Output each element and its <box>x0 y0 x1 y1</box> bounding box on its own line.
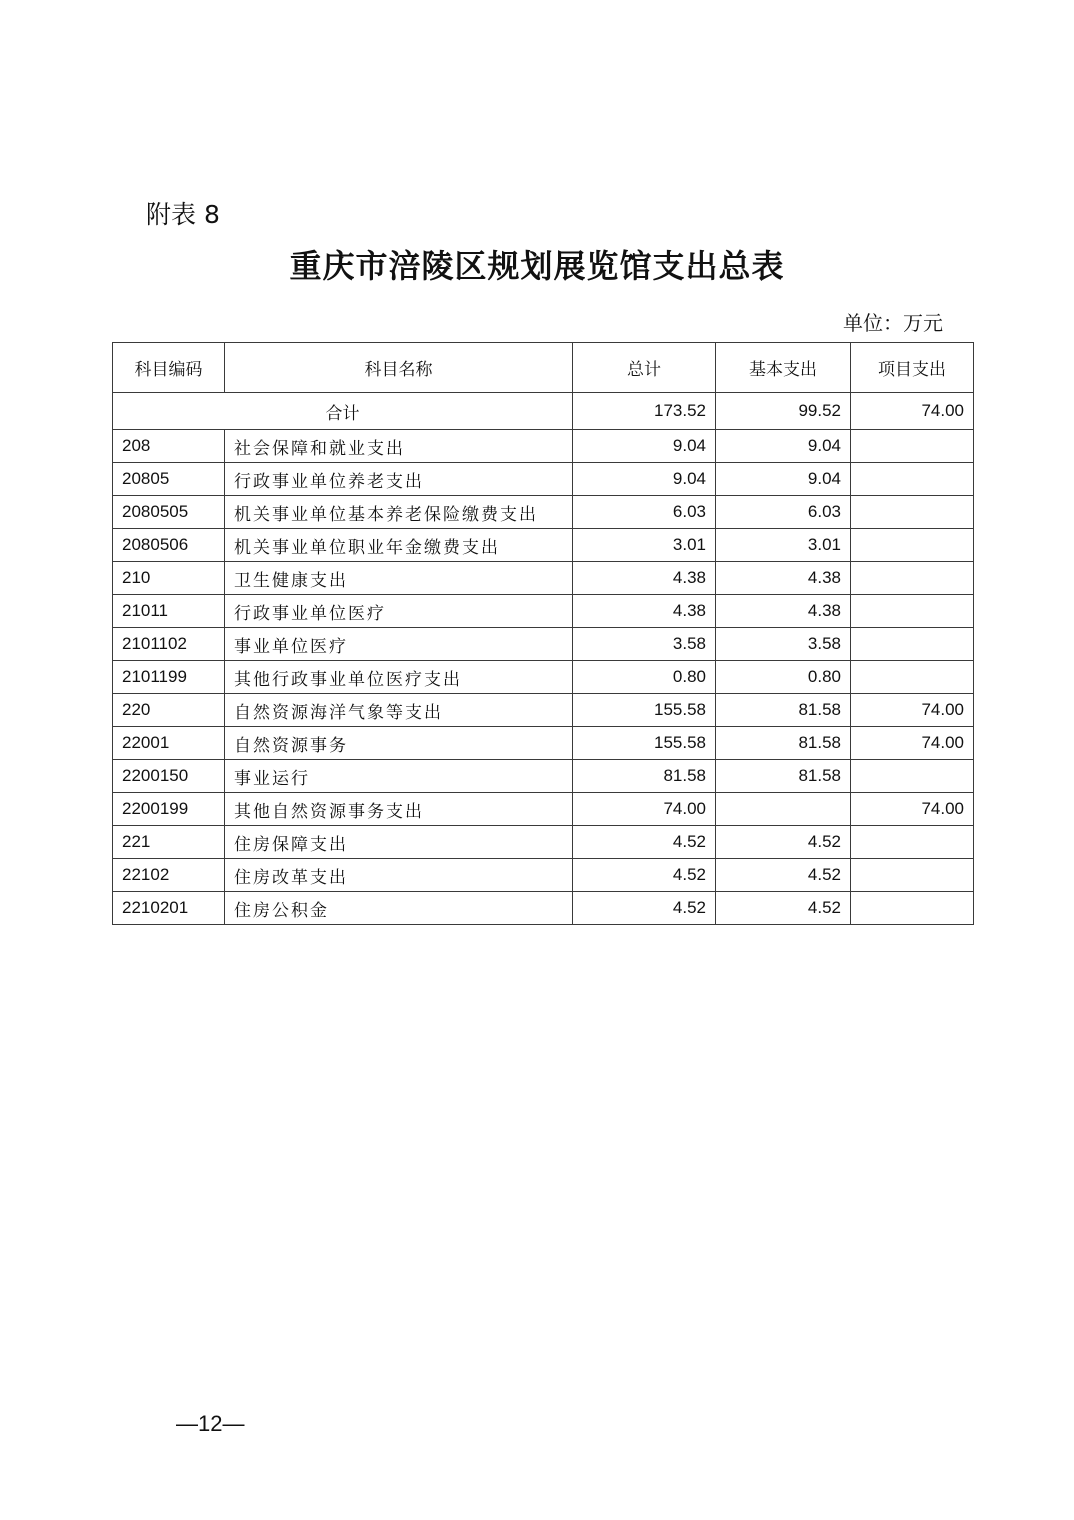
attachment-label: 附表 8 <box>146 200 220 229</box>
row-project-cell <box>851 628 974 661</box>
row-name-cell: 机关事业单位基本养老保险缴费支出 <box>225 496 573 529</box>
row-project-cell <box>851 595 974 628</box>
row-code-cell: 22001 <box>113 727 225 760</box>
unit-label: 单位：万元 <box>843 311 943 335</box>
row-code-cell: 2101199 <box>113 661 225 694</box>
row-name-cell: 行政事业单位医疗 <box>225 595 573 628</box>
row-basic-cell: 6.03 <box>716 496 851 529</box>
table-row <box>113 628 974 661</box>
column-header-code: 科目编码 <box>113 343 225 393</box>
expenditure-table <box>112 342 974 925</box>
row-total-cell: 155.58 <box>573 694 716 727</box>
row-total-cell: 4.52 <box>573 826 716 859</box>
row-basic-cell: 81.58 <box>716 727 851 760</box>
table-row <box>113 793 974 826</box>
row-total-cell: 9.04 <box>573 430 716 463</box>
row-code-cell: 208 <box>113 430 225 463</box>
row-name-cell: 住房改革支出 <box>225 859 573 892</box>
row-basic-cell: 4.38 <box>716 562 851 595</box>
row-name-cell: 自然资源海洋气象等支出 <box>225 694 573 727</box>
table-row <box>113 859 974 892</box>
table-body <box>113 393 974 925</box>
row-name-cell: 社会保障和就业支出 <box>225 430 573 463</box>
row-basic-cell: 4.52 <box>716 859 851 892</box>
total-row-label: 合计 <box>113 393 573 430</box>
table-row <box>113 727 974 760</box>
row-code-cell: 220 <box>113 694 225 727</box>
row-project-cell <box>851 826 974 859</box>
row-basic-cell: 3.01 <box>716 529 851 562</box>
row-basic-cell <box>716 793 851 826</box>
total-row-project: 74.00 <box>851 393 974 430</box>
row-name-cell: 其他自然资源事务支出 <box>225 793 573 826</box>
table-row <box>113 595 974 628</box>
row-name-cell: 机关事业单位职业年金缴费支出 <box>225 529 573 562</box>
row-name-cell: 其他行政事业单位医疗支出 <box>225 661 573 694</box>
table-row <box>113 760 974 793</box>
row-basic-cell: 9.04 <box>716 430 851 463</box>
row-basic-cell: 81.58 <box>716 760 851 793</box>
row-code-cell: 22102 <box>113 859 225 892</box>
row-total-cell: 4.38 <box>573 562 716 595</box>
table-row <box>113 430 974 463</box>
table-row <box>113 562 974 595</box>
row-basic-cell: 4.52 <box>716 826 851 859</box>
column-header-basic: 基本支出 <box>716 343 851 393</box>
row-project-cell <box>851 529 974 562</box>
row-total-cell: 9.04 <box>573 463 716 496</box>
row-basic-cell: 0.80 <box>716 661 851 694</box>
table-row <box>113 463 974 496</box>
total-row <box>113 393 974 430</box>
row-project-cell: 74.00 <box>851 793 974 826</box>
row-total-cell: 0.80 <box>573 661 716 694</box>
row-project-cell <box>851 760 974 793</box>
row-name-cell: 住房公积金 <box>225 892 573 925</box>
row-total-cell: 74.00 <box>573 793 716 826</box>
document-title: 重庆市涪陵区规划展览馆支出总表 <box>289 247 785 285</box>
table-header-row <box>113 343 974 393</box>
table-row <box>113 826 974 859</box>
row-basic-cell: 3.58 <box>716 628 851 661</box>
column-header-name: 科目名称 <box>225 343 573 393</box>
row-name-cell: 卫生健康支出 <box>225 562 573 595</box>
row-code-cell: 20805 <box>113 463 225 496</box>
row-total-cell: 4.52 <box>573 892 716 925</box>
row-name-cell: 事业运行 <box>225 760 573 793</box>
column-header-project: 项目支出 <box>851 343 974 393</box>
row-total-cell: 4.38 <box>573 595 716 628</box>
row-code-cell: 2080506 <box>113 529 225 562</box>
row-code-cell: 210 <box>113 562 225 595</box>
row-basic-cell: 9.04 <box>716 463 851 496</box>
row-project-cell <box>851 496 974 529</box>
row-code-cell: 2210201 <box>113 892 225 925</box>
total-row-total: 173.52 <box>573 393 716 430</box>
row-total-cell: 6.03 <box>573 496 716 529</box>
row-code-cell: 2101102 <box>113 628 225 661</box>
row-project-cell <box>851 859 974 892</box>
row-code-cell: 221 <box>113 826 225 859</box>
row-total-cell: 3.58 <box>573 628 716 661</box>
row-project-cell <box>851 661 974 694</box>
row-total-cell: 3.01 <box>573 529 716 562</box>
row-total-cell: 155.58 <box>573 727 716 760</box>
row-project-cell <box>851 430 974 463</box>
table-row <box>113 694 974 727</box>
table-row <box>113 892 974 925</box>
row-total-cell: 4.52 <box>573 859 716 892</box>
row-basic-cell: 4.52 <box>716 892 851 925</box>
row-project-cell: 74.00 <box>851 694 974 727</box>
page-number: —12— <box>176 1411 245 1436</box>
table-row <box>113 496 974 529</box>
row-basic-cell: 4.38 <box>716 595 851 628</box>
row-code-cell: 2200199 <box>113 793 225 826</box>
row-code-cell: 2200150 <box>113 760 225 793</box>
row-code-cell: 2080505 <box>113 496 225 529</box>
row-code-cell: 21011 <box>113 595 225 628</box>
row-project-cell <box>851 463 974 496</box>
column-header-total: 总计 <box>573 343 716 393</box>
row-project-cell: 74.00 <box>851 727 974 760</box>
row-name-cell: 行政事业单位养老支出 <box>225 463 573 496</box>
total-row-basic: 99.52 <box>716 393 851 430</box>
table-row <box>113 529 974 562</box>
row-basic-cell: 81.58 <box>716 694 851 727</box>
row-total-cell: 81.58 <box>573 760 716 793</box>
row-name-cell: 自然资源事务 <box>225 727 573 760</box>
table-row <box>113 661 974 694</box>
row-project-cell <box>851 562 974 595</box>
row-name-cell: 住房保障支出 <box>225 826 573 859</box>
row-project-cell <box>851 892 974 925</box>
row-name-cell: 事业单位医疗 <box>225 628 573 661</box>
